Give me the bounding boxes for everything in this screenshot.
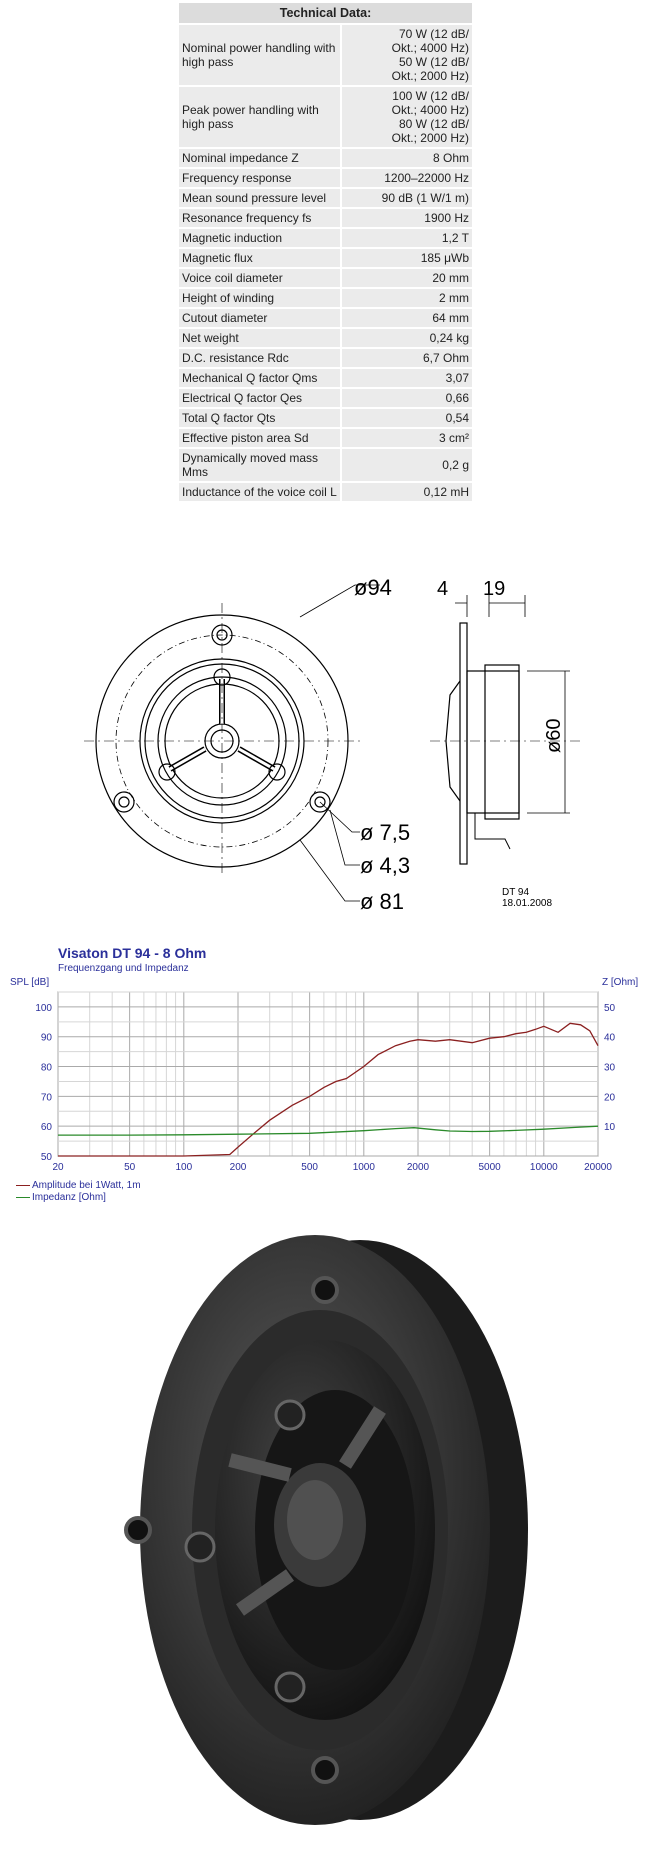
spec-value: 6,7 Ohm	[341, 348, 472, 368]
y-left-tick-label: 50	[40, 1152, 52, 1163]
dim-diameter-81: ø 81	[360, 889, 405, 914]
spec-row	[179, 428, 472, 448]
y-right-tick-label: 10	[604, 1122, 616, 1134]
spec-row	[179, 482, 472, 502]
chart-subtitle: Frequenzgang und Impedanz	[58, 963, 189, 974]
technical-drawing	[0, 555, 650, 925]
spec-value: 3 cm²	[341, 428, 472, 448]
spec-label: Mean sound pressure level	[179, 188, 341, 208]
spec-label: Electrical Q factor Qes	[179, 388, 341, 408]
legend-impedance	[16, 1192, 106, 1203]
x-tick-label: 2000	[406, 1162, 430, 1173]
spec-value: 8 Ohm	[341, 148, 472, 168]
y-left-tick-label: 80	[40, 1062, 52, 1074]
spec-row	[179, 208, 472, 228]
legend-spl	[16, 1180, 141, 1191]
spec-row	[179, 188, 472, 208]
table-header-row	[179, 3, 472, 24]
y-right-tick-label: 20	[604, 1092, 616, 1104]
spec-label: Mechanical Q factor Qms	[179, 368, 341, 388]
technical-data-table	[179, 3, 472, 503]
spec-value: 0,54	[341, 408, 472, 428]
spec-label: D.C. resistance Rdc	[179, 348, 341, 368]
spec-row	[179, 148, 472, 168]
x-tick-label: 5000	[478, 1162, 501, 1173]
spec-row	[179, 248, 472, 268]
spec-label: Frequency response	[179, 168, 341, 188]
spec-row	[179, 288, 472, 308]
spec-value: 185 μWb	[341, 248, 472, 268]
spec-row	[179, 388, 472, 408]
front-view	[84, 585, 380, 901]
x-tick-label: 20000	[584, 1162, 612, 1173]
x-tick-label: 200	[229, 1162, 247, 1173]
spec-value: 0,66	[341, 388, 472, 408]
y-right-tick-label: 50	[604, 1002, 616, 1014]
frequency-chart	[0, 937, 650, 1207]
spec-label: Voice coil diameter	[179, 268, 341, 288]
spec-label: Magnetic induction	[179, 228, 341, 248]
spec-label: Nominal power handling with high pass	[179, 24, 341, 86]
spec-value: 64 mm	[341, 308, 472, 328]
spec-value: 70 W (12 dB/ Okt.; 4000 Hz) 50 W (12 dB/ Okt.; 2000 Hz)	[341, 24, 472, 86]
spec-value: 3,07	[341, 368, 472, 388]
legend-impedance-label: Impedanz [Ohm]	[32, 1192, 106, 1203]
legend-spl-label: Amplitude bei 1Watt, 1m	[32, 1180, 141, 1191]
spec-row	[179, 368, 472, 388]
y-left-axis-label: SPL [dB]	[10, 977, 50, 988]
plot-area	[58, 992, 598, 1156]
table-header: Technical Data:	[179, 3, 472, 24]
chart-title: Visaton DT 94 - 8 Ohm	[58, 945, 207, 961]
y-right-tick-label: 30	[604, 1062, 616, 1074]
spec-label: Magnetic flux	[179, 248, 341, 268]
dim-diameter-94: ø94	[354, 575, 392, 600]
x-tick-label: 10000	[529, 1162, 558, 1173]
y-right-tick-label: 40	[604, 1032, 616, 1044]
drawing-date: 18.01.2008	[502, 898, 553, 909]
spec-label: Net weight	[179, 328, 341, 348]
spec-row	[179, 308, 472, 328]
y-left-tick-label: 90	[40, 1032, 52, 1044]
dim-hole-4-3: ø 4,3	[360, 853, 411, 878]
spec-row	[179, 24, 472, 86]
spec-value: 0,24 kg	[341, 328, 472, 348]
spec-row	[179, 168, 472, 188]
y-left-tick-label: 60	[40, 1122, 52, 1134]
spec-label: Nominal impedance Z	[179, 148, 341, 168]
spec-row	[179, 448, 472, 482]
spec-label: Dynamically moved mass Mms	[179, 448, 341, 482]
spec-value: 1,2 T	[341, 228, 472, 248]
spec-label: Effective piston area Sd	[179, 428, 341, 448]
dim-hole-7-5: ø 7,5	[360, 820, 411, 845]
spec-value: 90 dB (1 W/1 m)	[341, 188, 472, 208]
spec-label: Cutout diameter	[179, 308, 341, 328]
y-right-axis-label: Z [Ohm]	[602, 977, 639, 988]
x-tick-label: 500	[301, 1162, 318, 1173]
product-photo	[110, 1225, 540, 1835]
spec-value: 20 mm	[341, 268, 472, 288]
spec-label: Resonance frequency fs	[179, 208, 341, 228]
chart-plot	[0, 937, 650, 1207]
x-tick-label: 100	[175, 1162, 193, 1173]
x-tick-label: 20	[52, 1162, 64, 1173]
spec-value: 2 mm	[341, 288, 472, 308]
spec-row	[179, 228, 472, 248]
spec-label: Height of winding	[179, 288, 341, 308]
drawing-model: DT 94	[502, 887, 530, 898]
spec-row	[179, 408, 472, 428]
legend-spl-swatch	[16, 1185, 30, 1186]
spec-label: Total Q factor Qts	[179, 408, 341, 428]
spec-label: Peak power handling with high pass	[179, 86, 341, 148]
spec-row	[179, 328, 472, 348]
spec-row	[179, 268, 472, 288]
spec-label: Inductance of the voice coil L	[179, 482, 341, 502]
x-tick-label: 1000	[352, 1162, 375, 1173]
spec-value: 0,12 mH	[341, 482, 472, 502]
spec-value: 1900 Hz	[341, 208, 472, 228]
spec-value: 100 W (12 dB/ Okt.; 4000 Hz) 80 W (12 dB/ Okt.; 2000 Hz)	[341, 86, 472, 148]
dim-diameter-60: ø60	[543, 718, 565, 753]
spec-row	[179, 348, 472, 368]
x-tick-label: 50	[124, 1162, 136, 1173]
dim-width-19: 19	[483, 578, 506, 600]
dim-width-4: 4	[437, 578, 449, 600]
spec-row	[179, 86, 472, 148]
spec-value: 1200–22000 Hz	[341, 168, 472, 188]
y-left-tick-label: 70	[40, 1092, 52, 1104]
y-left-tick-label: 100	[35, 1002, 52, 1014]
legend-impedance-swatch	[16, 1197, 30, 1198]
spec-value: 0,2 g	[341, 448, 472, 482]
